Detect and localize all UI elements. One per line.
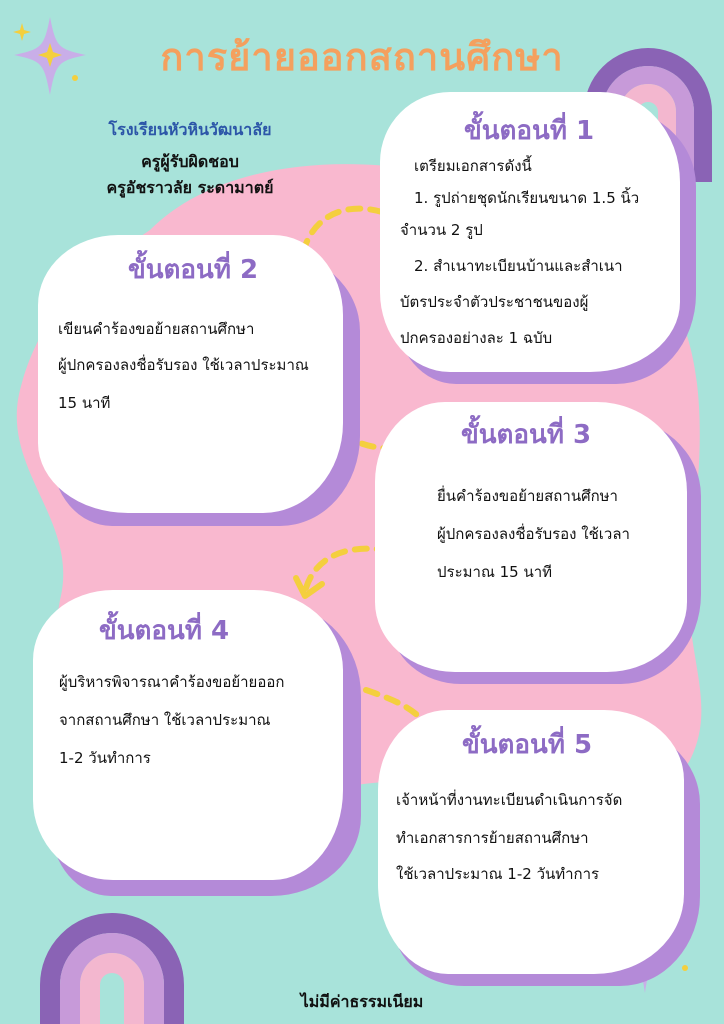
page-title: การย้ายออกสถานศึกษา bbox=[160, 35, 564, 79]
step-text: เขียนคำร้องขอย้ายสถานศึกษา bbox=[58, 320, 255, 338]
step-text: เจ้าหน้าที่งานทะเบียนดำเนินการจัด bbox=[396, 791, 623, 809]
step-title: ขั้นตอนที่ 2 bbox=[128, 255, 259, 285]
step-text: ปกครองอย่างละ 1 ฉบับ bbox=[400, 329, 553, 347]
step-text: ผู้บริหารพิจารณาคำร้องขอย้ายออก bbox=[59, 673, 285, 691]
step-text: 1-2 วันทำการ bbox=[59, 749, 151, 767]
step-card-4 bbox=[33, 590, 363, 900]
school-name: โรงเรียนหัวหินวัฒนาลัย bbox=[108, 120, 272, 139]
step-text: เตรียมเอกสารดังนี้ bbox=[414, 157, 532, 175]
step-card-2 bbox=[38, 235, 363, 530]
footer-note: ไม่มีค่าธรรมเนียม bbox=[300, 992, 424, 1011]
step-text: บัตรประจำตัวประชาชนของผู้ bbox=[400, 293, 589, 311]
step-card-3 bbox=[375, 402, 705, 687]
step-card-5 bbox=[378, 710, 703, 990]
step-title: ขั้นตอนที่ 3 bbox=[461, 420, 592, 450]
step-card-1 bbox=[380, 92, 700, 387]
step-text: ผู้ปกครองลงชื่อรับรอง ใช้เวลา bbox=[437, 525, 630, 543]
step-text: ประมาณ 15 นาที bbox=[437, 563, 553, 581]
step-text: ใช้เวลาประมาณ 1-2 วันทำการ bbox=[396, 865, 600, 883]
step-text: 2. สำเนาทะเบียนบ้านและสำเนา bbox=[414, 257, 623, 275]
teacher-name: ครูอัชราวลัย ระดามาตย์ bbox=[106, 178, 274, 197]
step-text: 1. รูปถ่ายชุดนักเรียนขนาด 1.5 นิ้ว bbox=[414, 189, 640, 207]
step-text: จากสถานศึกษา ใช้เวลาประมาณ bbox=[59, 711, 271, 729]
step-text: จำนวน 2 รูป bbox=[400, 221, 483, 239]
step-text: ผู้ปกครองลงชื่อรับรอง ใช้เวลาประมาณ bbox=[58, 356, 309, 374]
teacher-role: ครูผู้รับผิดชอบ bbox=[141, 152, 239, 171]
step-title: ขั้นตอนที่ 1 bbox=[464, 116, 595, 146]
step-text: 15 นาที bbox=[58, 394, 111, 412]
step-title: ขั้นตอนที่ 4 bbox=[99, 616, 230, 646]
step-title: ขั้นตอนที่ 5 bbox=[462, 730, 593, 760]
step-text: ยื่นคำร้องขอย้ายสถานศึกษา bbox=[437, 487, 618, 505]
step-text: ทำเอกสารการย้ายสถานศึกษา bbox=[396, 829, 589, 847]
